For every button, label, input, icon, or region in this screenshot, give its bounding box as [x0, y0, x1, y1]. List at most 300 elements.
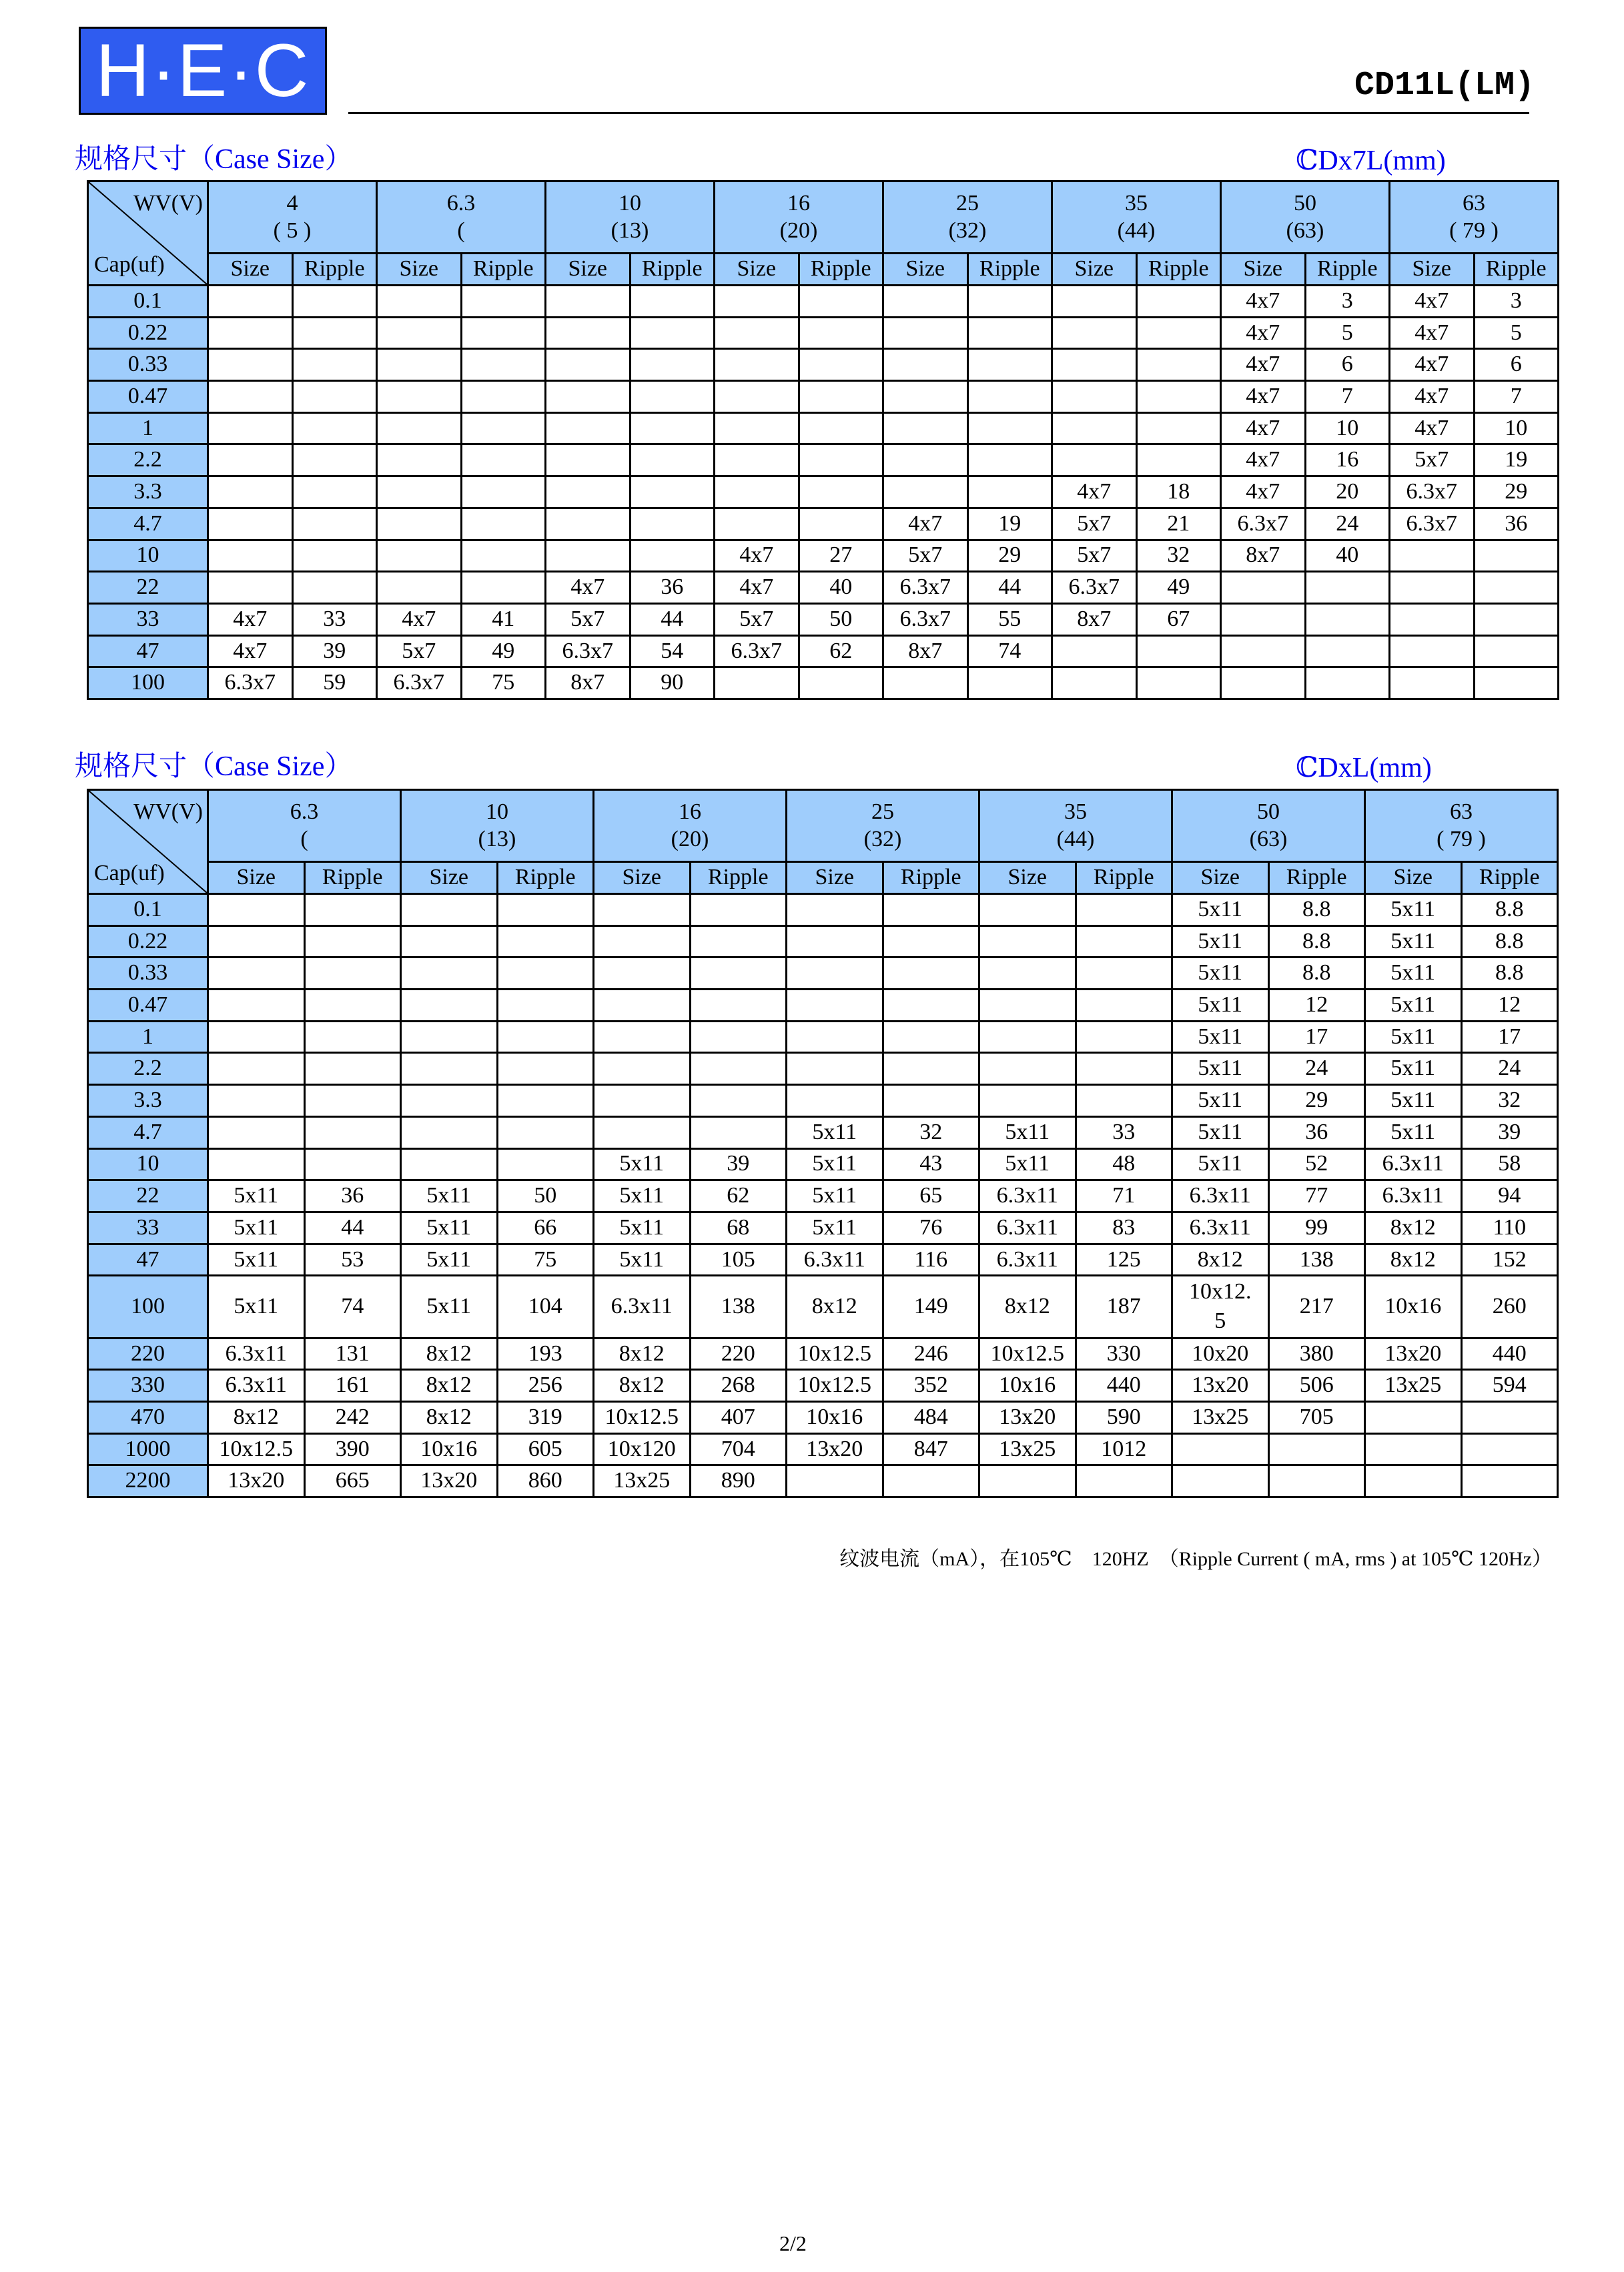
- ripple-cell: 29: [967, 540, 1052, 572]
- capacitance-cell: 33: [88, 1212, 208, 1244]
- table-row: [88, 412, 1559, 444]
- size-cell: 10x16: [401, 1433, 498, 1465]
- size-cell: 5x11: [787, 1212, 883, 1244]
- ripple-column-header: Ripple: [497, 862, 594, 894]
- ripple-cell: [1305, 603, 1390, 635]
- table-row: [88, 349, 1559, 381]
- ripple-cell: [967, 444, 1052, 476]
- size-cell: [546, 286, 631, 318]
- ripple-cell: [967, 476, 1052, 508]
- ripple-cell: 12: [1268, 990, 1365, 1022]
- ripple-cell: [461, 572, 546, 604]
- ripple-cell: 39: [292, 635, 377, 667]
- size-cell: [377, 476, 462, 508]
- ripple-cell: [1268, 1433, 1365, 1465]
- ripple-cell: [1461, 1465, 1558, 1497]
- size-cell: 5x11: [208, 1244, 305, 1276]
- size-cell: [208, 1053, 305, 1085]
- ripple-cell: [292, 476, 377, 508]
- ripple-cell: 62: [799, 635, 883, 667]
- ripple-column-header: Ripple: [883, 862, 979, 894]
- ripple-cell: 104: [497, 1276, 594, 1338]
- ripple-cell: 161: [304, 1370, 401, 1402]
- size-column-header: Size: [377, 254, 462, 286]
- size-cell: [979, 990, 1076, 1022]
- size-cell: 8x12: [787, 1276, 883, 1338]
- table-row: [88, 1402, 1558, 1434]
- size-cell: 8x12: [1365, 1244, 1462, 1276]
- table2-title: 规格尺寸（Case Size）: [75, 751, 353, 782]
- size-cell: 5x11: [1172, 925, 1269, 958]
- ripple-cell: 75: [461, 667, 546, 699]
- size-cell: [594, 990, 691, 1022]
- ripple-cell: [292, 572, 377, 604]
- ripple-cell: [292, 508, 377, 540]
- size-cell: 6.3x11: [1365, 1180, 1462, 1212]
- ripple-cell: [690, 990, 787, 1022]
- voltage-header: [546, 181, 715, 254]
- voltage-header: [377, 181, 546, 254]
- size-cell: [546, 349, 631, 381]
- table-row: [88, 1180, 1558, 1212]
- ripple-cell: [883, 958, 979, 990]
- size-cell: 4x7: [1221, 381, 1306, 413]
- ripple-cell: 110: [1461, 1212, 1558, 1244]
- size-cell: [787, 990, 883, 1022]
- size-cell: [377, 381, 462, 413]
- ripple-cell: 6: [1474, 349, 1559, 381]
- size-cell: 13x25: [594, 1465, 691, 1497]
- ripple-cell: 187: [1076, 1276, 1172, 1338]
- size-cell: 6.3x7: [546, 635, 631, 667]
- ripple-cell: 19: [967, 508, 1052, 540]
- ripple-cell: 32: [1136, 540, 1221, 572]
- voltage-header: [208, 790, 401, 862]
- ripple-footnote: 纹波电流（mA），在105℃ 120HZ （Ripple Current ( mA, rms ) at 105℃ 120Hz）: [839, 1548, 1552, 1570]
- size-cell: [594, 894, 691, 926]
- size-cell: [546, 508, 631, 540]
- ripple-column-header: Ripple: [1136, 254, 1221, 286]
- ripple-cell: 5: [1305, 317, 1390, 349]
- ripple-cell: [497, 894, 594, 926]
- voltage-header: [883, 181, 1052, 254]
- ripple-cell: [1076, 925, 1172, 958]
- ripple-cell: [1474, 572, 1559, 604]
- size-cell: [1052, 286, 1137, 318]
- size-cell: 6.3x7: [208, 667, 293, 699]
- size-cell: 5x11: [1365, 958, 1462, 990]
- ripple-cell: [461, 349, 546, 381]
- capacitance-cell: 47: [88, 635, 208, 667]
- size-cell: 5x11: [208, 1180, 305, 1212]
- ripple-cell: [630, 317, 715, 349]
- capacitance-cell: 100: [88, 667, 208, 699]
- ripple-cell: 67: [1136, 603, 1221, 635]
- ripple-cell: 380: [1268, 1338, 1365, 1370]
- size-cell: 8x7: [883, 635, 968, 667]
- size-cell: 5x11: [787, 1116, 883, 1148]
- size-cell: [208, 444, 293, 476]
- table-row: [88, 958, 1558, 990]
- ripple-cell: [630, 286, 715, 318]
- size-cell: 6.3x11: [1172, 1180, 1269, 1212]
- capacitance-cell: 1000: [88, 1433, 208, 1465]
- size-cell: [208, 412, 293, 444]
- size-cell: [787, 1053, 883, 1085]
- size-cell: [883, 444, 968, 476]
- size-cell: [1052, 667, 1137, 699]
- size-cell: 6.3x11: [979, 1180, 1076, 1212]
- ripple-cell: 17: [1461, 1021, 1558, 1053]
- table-row: [88, 1148, 1558, 1180]
- size-cell: 5x7: [377, 635, 462, 667]
- ripple-cell: [1461, 1433, 1558, 1465]
- ripple-cell: [1076, 1465, 1172, 1497]
- size-column-header: Size: [594, 862, 691, 894]
- size-cell: 4x7: [1221, 317, 1306, 349]
- ripple-cell: 390: [304, 1433, 401, 1465]
- size-cell: 10x16: [787, 1402, 883, 1434]
- table2-unit: ℂDxL(mm): [1296, 753, 1432, 783]
- ripple-cell: 407: [690, 1402, 787, 1434]
- ripple-cell: 605: [497, 1433, 594, 1465]
- size-cell: [546, 476, 631, 508]
- ripple-cell: 5: [1474, 317, 1559, 349]
- ripple-cell: [630, 444, 715, 476]
- ripple-cell: 440: [1461, 1338, 1558, 1370]
- ripple-cell: 18: [1136, 476, 1221, 508]
- size-cell: 4x7: [1221, 286, 1306, 318]
- size-cell: [883, 667, 968, 699]
- ripple-cell: 125: [1076, 1244, 1172, 1276]
- size-cell: 4x7: [1052, 476, 1137, 508]
- size-cell: [401, 1148, 498, 1180]
- size-cell: [979, 1021, 1076, 1053]
- ripple-cell: [1076, 958, 1172, 990]
- size-cell: 5x11: [787, 1148, 883, 1180]
- size-cell: [401, 894, 498, 926]
- ripple-cell: 36: [630, 572, 715, 604]
- ripple-cell: [967, 286, 1052, 318]
- ripple-cell: 44: [304, 1212, 401, 1244]
- ripple-cell: 8.8: [1268, 894, 1365, 926]
- size-cell: [208, 1021, 305, 1053]
- ripple-cell: 19: [1474, 444, 1559, 476]
- size-cell: 6.3x11: [594, 1276, 691, 1338]
- table-row: [88, 1338, 1558, 1370]
- size-cell: 6.3x7: [1221, 508, 1306, 540]
- ripple-cell: [1305, 667, 1390, 699]
- capacitance-cell: 220: [88, 1338, 208, 1370]
- ripple-cell: 6: [1305, 349, 1390, 381]
- ripple-column-header: Ripple: [1076, 862, 1172, 894]
- ripple-cell: [967, 412, 1052, 444]
- ripple-cell: [883, 1053, 979, 1085]
- size-cell: [1052, 349, 1137, 381]
- size-cell: 6.3x11: [208, 1338, 305, 1370]
- ripple-cell: [497, 990, 594, 1022]
- ripple-cell: [304, 1116, 401, 1148]
- ripple-cell: 50: [799, 603, 883, 635]
- ripple-cell: [292, 349, 377, 381]
- cap-label: Cap(uf): [94, 252, 165, 278]
- size-cell: 4x7: [715, 540, 799, 572]
- capacitance-cell: 2200: [88, 1465, 208, 1497]
- ripple-column-header: Ripple: [292, 254, 377, 286]
- size-cell: [377, 349, 462, 381]
- size-cell: [1172, 1465, 1269, 1497]
- ripple-cell: 75: [497, 1244, 594, 1276]
- voltage-header: [1221, 181, 1390, 254]
- ripple-cell: 76: [883, 1212, 979, 1244]
- size-cell: 5x11: [1172, 1116, 1269, 1148]
- size-cell: 8x12: [594, 1338, 691, 1370]
- capacitance-cell: 470: [88, 1402, 208, 1434]
- ripple-cell: 193: [497, 1338, 594, 1370]
- ripple-cell: 32: [1461, 1085, 1558, 1117]
- size-cell: 13x20: [1365, 1338, 1462, 1370]
- size-cell: 5x11: [1172, 1053, 1269, 1085]
- ripple-cell: [1076, 1053, 1172, 1085]
- capacitance-cell: 3.3: [88, 1085, 208, 1117]
- ripple-cell: 319: [497, 1402, 594, 1434]
- rated-voltage: 50: [1294, 190, 1316, 216]
- size-cell: 5x11: [594, 1180, 691, 1212]
- size-cell: [1221, 572, 1306, 604]
- size-cell: [1390, 572, 1475, 604]
- capacitance-cell: 0.47: [88, 990, 208, 1022]
- ripple-cell: 94: [1461, 1180, 1558, 1212]
- rated-voltage: 25: [871, 799, 894, 824]
- ripple-cell: [967, 317, 1052, 349]
- ripple-cell: 54: [630, 635, 715, 667]
- size-cell: [787, 958, 883, 990]
- page-number: 2/2: [779, 2231, 807, 2255]
- size-cell: [1052, 412, 1137, 444]
- size-cell: [208, 476, 293, 508]
- ripple-cell: 116: [883, 1244, 979, 1276]
- ripple-cell: 152: [1461, 1244, 1558, 1276]
- table-row: [88, 1433, 1558, 1465]
- ripple-cell: [799, 349, 883, 381]
- ripple-cell: 53: [304, 1244, 401, 1276]
- size-cell: 4x7: [1390, 317, 1475, 349]
- ripple-cell: [461, 508, 546, 540]
- surge-voltage: ( 79 ): [1437, 826, 1486, 851]
- size-cell: 5x11: [1365, 1053, 1462, 1085]
- ripple-cell: 260: [1461, 1276, 1558, 1338]
- ripple-cell: 590: [1076, 1402, 1172, 1434]
- ripple-cell: [1136, 349, 1221, 381]
- capacitance-cell: 0.47: [88, 381, 208, 413]
- ripple-cell: [1136, 444, 1221, 476]
- size-cell: [883, 381, 968, 413]
- size-cell: 10x12. 5: [1172, 1276, 1269, 1338]
- voltage-header: [1172, 790, 1365, 862]
- ripple-cell: [304, 1148, 401, 1180]
- size-cell: [594, 1021, 691, 1053]
- size-cell: [401, 1085, 498, 1117]
- size-cell: [377, 412, 462, 444]
- capacitance-cell: 1: [88, 1021, 208, 1053]
- capacitance-cell: 0.33: [88, 349, 208, 381]
- size-cell: [1390, 667, 1475, 699]
- rated-voltage: 35: [1125, 190, 1148, 216]
- table-row: [88, 667, 1559, 699]
- table-row: [88, 1244, 1558, 1276]
- size-cell: 13x20: [401, 1465, 498, 1497]
- capacitance-cell: 0.1: [88, 286, 208, 318]
- ripple-cell: 48: [1076, 1148, 1172, 1180]
- ripple-cell: [1136, 317, 1221, 349]
- size-cell: 13x25: [979, 1433, 1076, 1465]
- rated-voltage: 50: [1257, 799, 1280, 824]
- case-size-table-l: [87, 789, 1559, 1498]
- rated-voltage: 10: [619, 190, 641, 216]
- size-cell: [883, 349, 968, 381]
- ripple-cell: 68: [690, 1212, 787, 1244]
- ripple-cell: 74: [304, 1276, 401, 1338]
- size-cell: 6.3x7: [1052, 572, 1137, 604]
- capacitance-cell: 22: [88, 572, 208, 604]
- capacitance-cell: 330: [88, 1370, 208, 1402]
- case-size-table-7l: [87, 180, 1559, 700]
- size-cell: [787, 1021, 883, 1053]
- ripple-cell: [690, 1116, 787, 1148]
- ripple-cell: 90: [630, 667, 715, 699]
- size-cell: [1365, 1402, 1462, 1434]
- size-cell: 5x11: [594, 1148, 691, 1180]
- size-cell: 6.3x7: [1390, 476, 1475, 508]
- size-cell: 8x12: [1172, 1244, 1269, 1276]
- size-cell: 5x11: [1365, 990, 1462, 1022]
- ripple-column-header: Ripple: [1461, 862, 1558, 894]
- size-cell: 6.3x11: [208, 1370, 305, 1402]
- ripple-cell: 8.8: [1268, 958, 1365, 990]
- table-row: [88, 1465, 1558, 1497]
- surge-voltage: (44): [1117, 218, 1156, 243]
- size-cell: [787, 1085, 883, 1117]
- ripple-cell: 138: [1268, 1244, 1365, 1276]
- ripple-cell: 1012: [1076, 1433, 1172, 1465]
- table1-title: 规格尺寸（Case Size）: [75, 144, 353, 175]
- surge-voltage: (63): [1286, 218, 1324, 243]
- size-cell: [594, 1053, 691, 1085]
- ripple-cell: [1474, 667, 1559, 699]
- ripple-cell: 138: [690, 1276, 787, 1338]
- ripple-cell: 49: [461, 635, 546, 667]
- size-cell: [377, 444, 462, 476]
- ripple-cell: [1076, 894, 1172, 926]
- size-cell: [1221, 635, 1306, 667]
- ripple-column-header: Ripple: [1305, 254, 1390, 286]
- ripple-cell: [304, 958, 401, 990]
- ripple-cell: [1076, 1021, 1172, 1053]
- size-column-header: Size: [1172, 862, 1269, 894]
- size-cell: [546, 317, 631, 349]
- size-cell: 8x7: [1052, 603, 1137, 635]
- size-cell: [715, 349, 799, 381]
- ripple-cell: 71: [1076, 1180, 1172, 1212]
- size-cell: 6.3x11: [787, 1244, 883, 1276]
- size-column-header: Size: [715, 254, 799, 286]
- ripple-cell: 440: [1076, 1370, 1172, 1402]
- voltage-header: [1052, 181, 1221, 254]
- size-cell: 13x20: [208, 1465, 305, 1497]
- size-cell: [377, 286, 462, 318]
- size-cell: 5x7: [715, 603, 799, 635]
- size-cell: [208, 990, 305, 1022]
- ripple-cell: [690, 894, 787, 926]
- ripple-column-header: Ripple: [799, 254, 883, 286]
- table-row: [88, 540, 1559, 572]
- surge-voltage: (20): [671, 826, 709, 851]
- ripple-cell: [883, 1085, 979, 1117]
- size-cell: 5x11: [787, 1180, 883, 1212]
- surge-voltage: ( 79 ): [1449, 218, 1499, 243]
- size-cell: 5x11: [1365, 894, 1462, 926]
- ripple-cell: 268: [690, 1370, 787, 1402]
- ripple-cell: [304, 1053, 401, 1085]
- size-cell: 4x7: [1390, 381, 1475, 413]
- size-cell: [377, 540, 462, 572]
- voltage-header: [594, 790, 787, 862]
- size-cell: [208, 508, 293, 540]
- capacitance-cell: 10: [88, 540, 208, 572]
- ripple-cell: 58: [1461, 1148, 1558, 1180]
- size-cell: 6.3x7: [1390, 508, 1475, 540]
- table-row: [88, 635, 1559, 667]
- size-cell: [401, 1021, 498, 1053]
- table-row: [88, 317, 1559, 349]
- size-cell: 5x11: [1365, 1021, 1462, 1053]
- ripple-cell: [690, 925, 787, 958]
- ripple-cell: 7: [1305, 381, 1390, 413]
- size-column-header: Size: [1390, 254, 1475, 286]
- ripple-cell: [304, 1085, 401, 1117]
- ripple-cell: 705: [1268, 1402, 1365, 1434]
- size-cell: [208, 925, 305, 958]
- ripple-cell: 352: [883, 1370, 979, 1402]
- voltage-header: [208, 181, 377, 254]
- ripple-column-header: Ripple: [461, 254, 546, 286]
- voltage-header: [1390, 181, 1559, 254]
- ripple-cell: [1136, 381, 1221, 413]
- size-cell: [208, 349, 293, 381]
- capacitance-cell: 2.2: [88, 1053, 208, 1085]
- ripple-cell: [967, 381, 1052, 413]
- ripple-cell: 32: [883, 1116, 979, 1148]
- size-cell: [401, 1116, 498, 1148]
- ripple-cell: [883, 990, 979, 1022]
- ripple-cell: 39: [690, 1148, 787, 1180]
- ripple-cell: 8.8: [1461, 925, 1558, 958]
- rated-voltage: 16: [787, 190, 810, 216]
- size-cell: [715, 412, 799, 444]
- ripple-cell: 29: [1474, 476, 1559, 508]
- surge-voltage: (13): [478, 826, 516, 851]
- size-cell: 10x120: [594, 1433, 691, 1465]
- size-cell: 13x20: [979, 1402, 1076, 1434]
- ripple-cell: [690, 1085, 787, 1117]
- table-row: [88, 1085, 1558, 1117]
- ripple-cell: 256: [497, 1370, 594, 1402]
- ripple-cell: 43: [883, 1148, 979, 1180]
- ripple-cell: 36: [1474, 508, 1559, 540]
- rated-voltage: 16: [679, 799, 701, 824]
- ripple-cell: 105: [690, 1244, 787, 1276]
- ripple-cell: [461, 317, 546, 349]
